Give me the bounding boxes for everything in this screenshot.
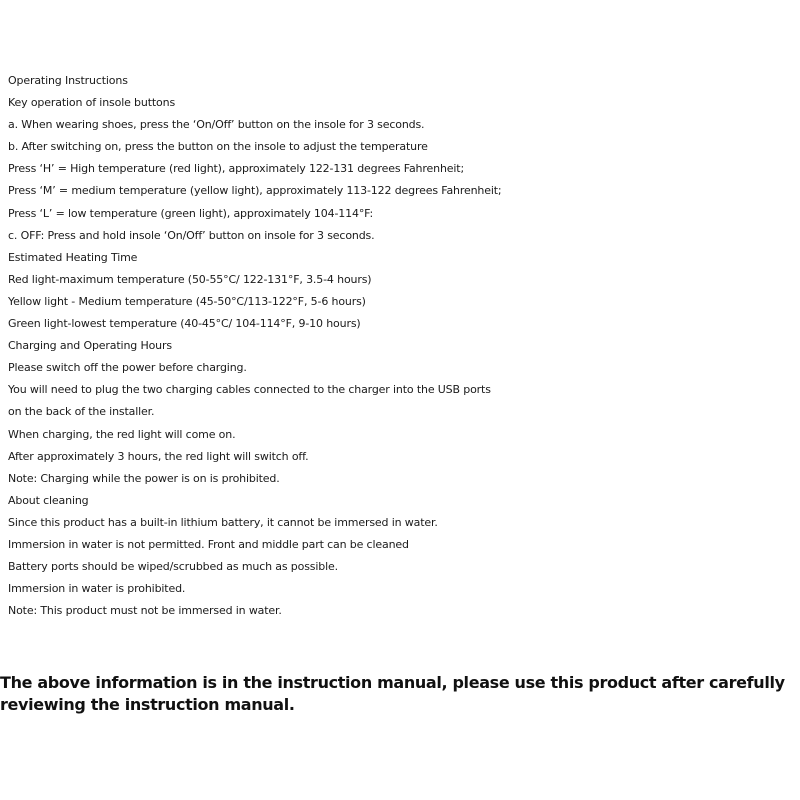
text-line: c. OFF: Press and hold insole ‘On/Off’ button on insole for 3 seconds. — [8, 228, 375, 242]
heading-estimated-heating-time: Estimated Heating Time — [8, 250, 138, 264]
text-line: b. After switching on, press the button on the insole to adjust the temperature — [8, 140, 428, 154]
subheading-key-operation: Key operation of insole buttons — [8, 96, 176, 110]
text-line: Since this product has a built-in lithium battery, it cannot be immersed in water. — [8, 515, 438, 529]
text-line: Press ‘H’ = High temperature (red light), approximately 122-131 degrees Fahrenheit; — [8, 162, 465, 176]
heading-operating-instructions: Operating Instructions — [8, 74, 128, 87]
text-line: Yellow light - Medium temperature (45-50°C/113-122°F, 5-6 hours) — [8, 294, 366, 308]
text-line: Immersion in water is prohibited. — [8, 582, 186, 596]
instructions-text — [8, 70, 798, 622]
text-line: Note: Charging while the power is on is prohibited. — [8, 471, 280, 485]
text-line: Press ‘M’ = medium temperature (yellow light), approximately 113-122 degrees Fahrenheit; — [8, 184, 502, 198]
text-line: You will need to plug the two charging cables connected to the charger into the USB ports — [8, 383, 491, 397]
heading-about-cleaning: About cleaning — [8, 493, 89, 507]
text-line: Red light-maximum temperature (50-55°C/ 122-131°F, 3.5-4 hours) — [8, 272, 372, 286]
text-line: Note: This product must not be immersed in water. — [8, 604, 282, 618]
heading-charging: Charging and Operating Hours — [8, 339, 172, 353]
text-line: When charging, the red light will come on. — [8, 427, 236, 441]
text-line: on the back of the installer. — [8, 405, 155, 419]
text-line: Please switch off the power before charging. — [8, 361, 247, 375]
footer-note: The above information is in the instruction manual, please use this product after carefully reviewing the instruction manual. — [0, 673, 785, 714]
text-line: a. When wearing shoes, press the ‘On/Off’ button on the insole for 3 seconds. — [8, 118, 425, 132]
text-line: Battery ports should be wiped/scrubbed as much as possible. — [8, 560, 338, 574]
text-line: After approximately 3 hours, the red light will switch off. — [8, 449, 309, 463]
text-line: Press ‘L’ = low temperature (green light), approximately 104-114°F: — [8, 206, 374, 220]
text-line: Immersion in water is not permitted. Front and middle part can be cleaned — [8, 537, 409, 551]
text-line: Green light-lowest temperature (40-45°C/ 104-114°F, 9-10 hours) — [8, 317, 361, 331]
